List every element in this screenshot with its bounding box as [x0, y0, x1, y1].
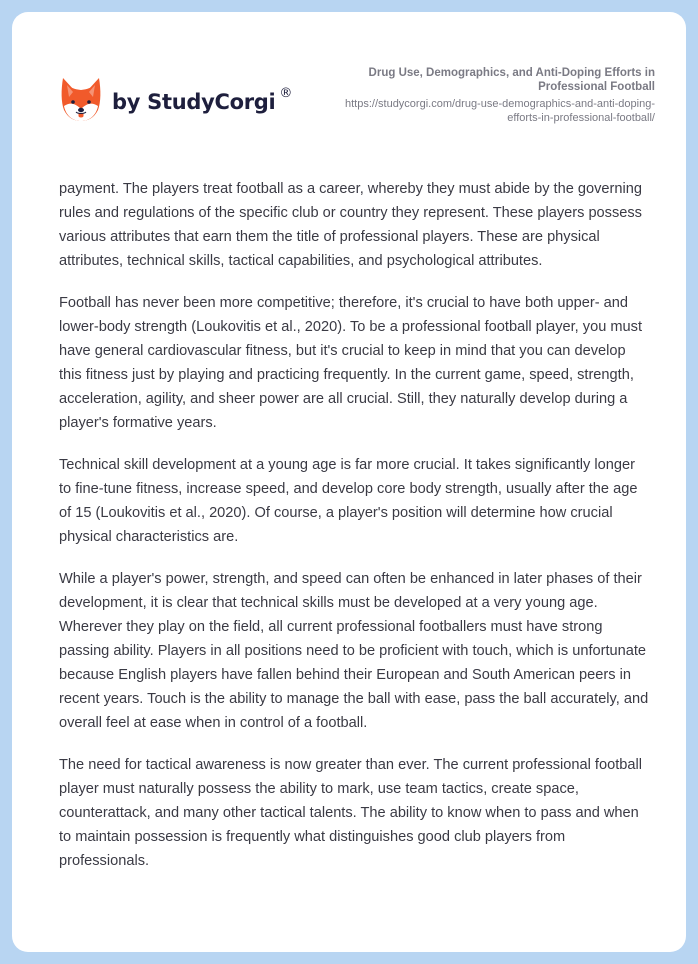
page-header — [12, 12, 686, 162]
paragraph: The need for tactical awareness is now greater than ever. The current professional football player must naturally possess the ability to mark, use team tactics, create space, counterattack, and many other tactical talents. The ability to know when to pass and when to maintain possession is frequently what distinguishes good club players from professionals. — [59, 757, 642, 869]
registered-mark: ® — [279, 86, 293, 101]
studycorgi-logo[interactable] — [60, 76, 292, 122]
paragraph: While a player's power, strength, and speed can often be enhanced in later phases of their development, it is clear that technical skills must be developed at a very young age. Wherever they play on the field, all current professional footballers must have strong passing ability. Players in all positions need to be proficient with touch, which is unfortunate because English players have fallen behind their European and South American peers in recent years. Touch is the ability to manage the ball with ease, pass the ball accurately, and overall feel at ease when in control of a football. — [59, 571, 649, 731]
paragraph: Technical skill development at a young age is far more crucial. It takes significantly longer to fine-tune fitness, increase speed, and develop core body strength, usually after the age of 15 (Loukovitis et al., 2020). Of course, a player's position will determine how crucial physical characteristics are. — [59, 457, 638, 545]
paragraph: Football has never been more competitive; therefore, it's crucial to have both upper- and lower-body strength (Loukovitis et al., 2020). To be a professional football player, you must have general cardiovascular fitness, but it's crucial to keep in mind that you can develop this fitness just by playing and practicing frequently. In the current game, speed, strength, acceleration, agility, and sheer power are all crucial. Still, they naturally develop during a player's formative years. — [59, 295, 642, 431]
document-title: Drug Use, Demographics, and Anti-Doping Efforts in Professional Football — [368, 67, 655, 93]
brand-name: by StudyCorgi ® — [112, 86, 293, 114]
document-meta — [325, 66, 655, 125]
paragraph: payment. The players treat football as a career, whereby they must abide by the governing rules and regulations of the specific club or country they represent. These players possess various attributes that earn them the title of professional players. These are physical attributes, technical skills, tactical capabilities, and psychological attributes. — [59, 181, 643, 269]
document-body — [59, 177, 649, 891]
document-url-link[interactable]: https://studycorgi.com/drug-use-demographics-and-anti-doping-efforts-in-professional-football/ — [345, 98, 655, 124]
document-card — [12, 12, 686, 952]
corgi-icon — [60, 76, 102, 122]
